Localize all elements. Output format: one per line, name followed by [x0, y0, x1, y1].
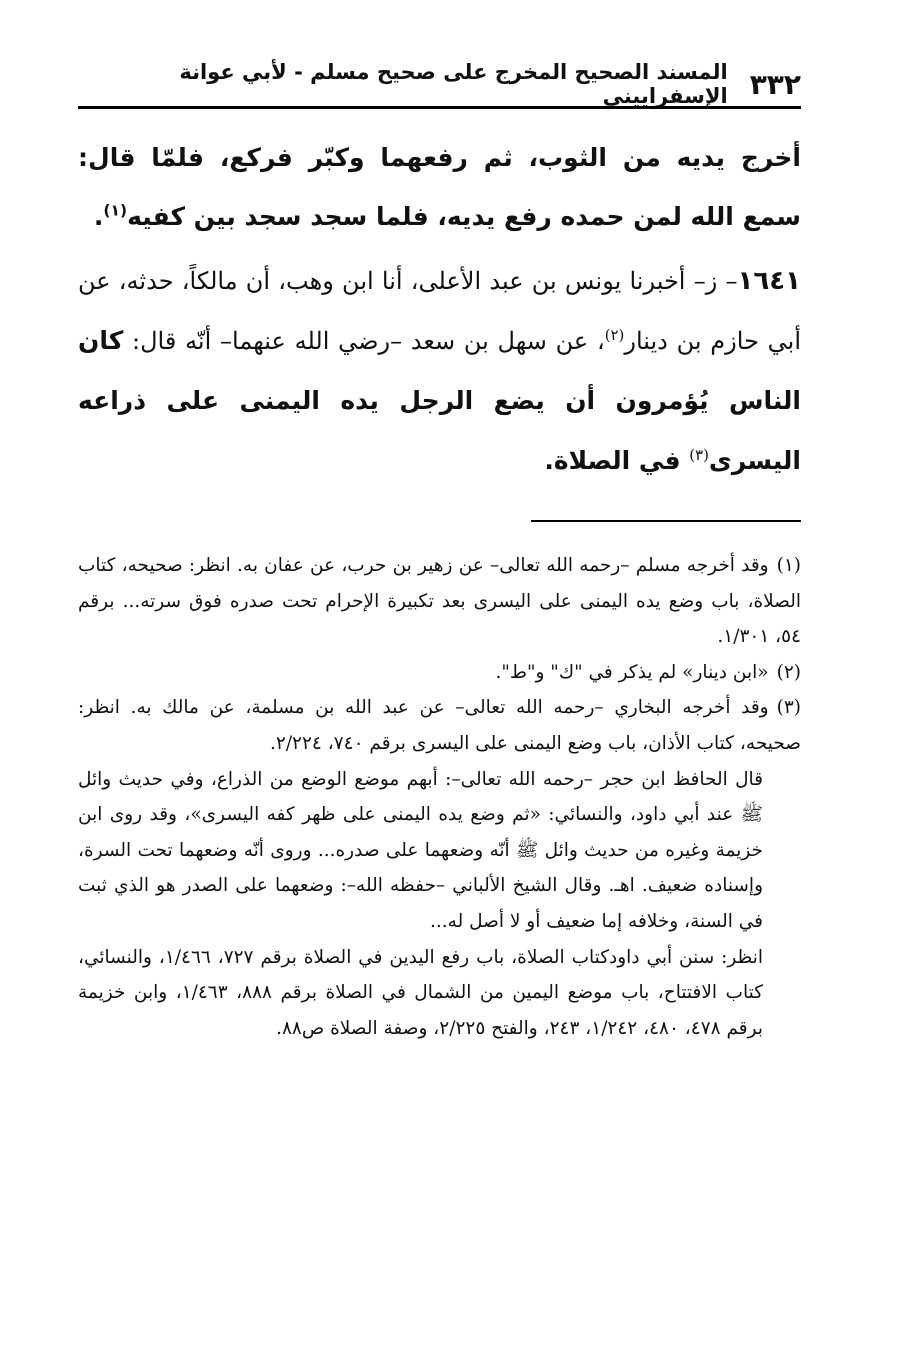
footnote-3-references: انظر: سنن أبي داودكتاب الصلاة، باب رفع اليدين في الصلاة برقم ٧٢٧، ١/٤٦٦، والنسائي، كتاب الافتتاح، باب موضع اليمين من الشمال في الصلاة برقم ٨٨٨، ١/٤٦٣، وابن خزيمة برقم ٤٧٨، ٤٨٠، ١/٢٤٢، ٢٤٣، والفتح ٢/٢٢٥، وصفة الصلاة ص٨٨. — [78, 946, 763, 1039]
main-text — [78, 128, 801, 491]
page-number: ٣٣٢ — [749, 67, 801, 101]
header-divider — [78, 106, 801, 109]
footnote-ref-3: (٣) — [689, 446, 709, 464]
footnote-1-mark: (١) — [776, 555, 801, 576]
running-title: المسند الصحيح المخرج على صحيح مسلم - لأبي عوانة الإسفراييني — [179, 60, 728, 108]
isnad-text-a: – ز– أخبرنا يونس بن عبد الأعلى، أنا ابن وهب، أن مالكاً، حدثه، عن أبي حازم بن دينار — [78, 267, 802, 355]
footnote-3-text: وقد أخرجه البخاري –رحمه الله تعالى– عن عبد الله بن مسلمة، عن مالك به. انظر: صحيحه، كتاب الأذان، باب وضع اليمنى على اليسرى برقم ٧٤٠، ٢/٢٢٤. — [78, 697, 801, 754]
footnote-3-continuation: قال الحافظ ابن حجر –رحمه الله تعالى–: أبهم موضع الوضع من الذراع، وفي حديث وائل ﷺ عند أبي داود، والنسائي: «ثم وضع يده اليمنى على ظهر كفه اليسرى»، وقد روى ابن خزيمة وغيره من حديث وائل ﷺ أنّه وضعهما على صدره... وروى أنّه وضعهما تحت السرة، وإسناده ضعيف. اهـ. وقال الشيخ الألباني –حفظه الله–: وضعهما على الصدر هو الذي ثبت في السنة، وخلافه إما ضعيف أو لا أصل له... — [78, 768, 763, 932]
footnote-2-mark: (٢) — [776, 661, 801, 683]
footnote-2 — [78, 655, 801, 691]
footnote-divider — [531, 520, 801, 522]
footnote-2-text: «ابن دينار» لم يذكر في "ك" و"ط". — [495, 661, 769, 683]
footnote-ref-2: (٢) — [604, 326, 625, 344]
footnote-3-mark: (٣) — [776, 697, 801, 719]
page-header — [78, 60, 801, 108]
paragraph-text: أخرج يديه من الثوب، ثم رفعهما وكبّر فركع، فلمّا قال: سمع الله لمن حمده رفع يديه، فلما سجد سجد بين كفيه — [78, 143, 801, 231]
footnote-ref-1: (١) — [103, 201, 128, 220]
footnote-1 — [78, 548, 801, 655]
hadith-number: ١٦٤١ — [737, 266, 801, 296]
footnote-1-text: وقد أخرجه مسلم –رحمه الله تعالى– عن زهير بن حرب، عن عفان به. انظر: صحيحه، كتاب الصلاة، باب وضع يده اليمنى على اليسرى بعد تكبيرة الإحرام تحت صدره فوق سرته... برقم ٥٤، ١/٣٠١. — [78, 555, 801, 648]
isnad-text-b: ، عن سهل بن سعد –رضي الله عنهما– أنّه قال: — [123, 327, 605, 355]
footnote-3 — [78, 690, 801, 761]
matn-end: في الصلاة. — [544, 446, 690, 475]
footnotes — [78, 548, 801, 1046]
paragraph-continuation — [78, 128, 801, 246]
hadith-paragraph — [78, 252, 801, 491]
paragraph-end: . — [93, 202, 104, 231]
matn-text: كان الناس يُؤمرون أن يضع الرجل يده اليمنى على ذراعه اليسرى — [78, 326, 801, 475]
